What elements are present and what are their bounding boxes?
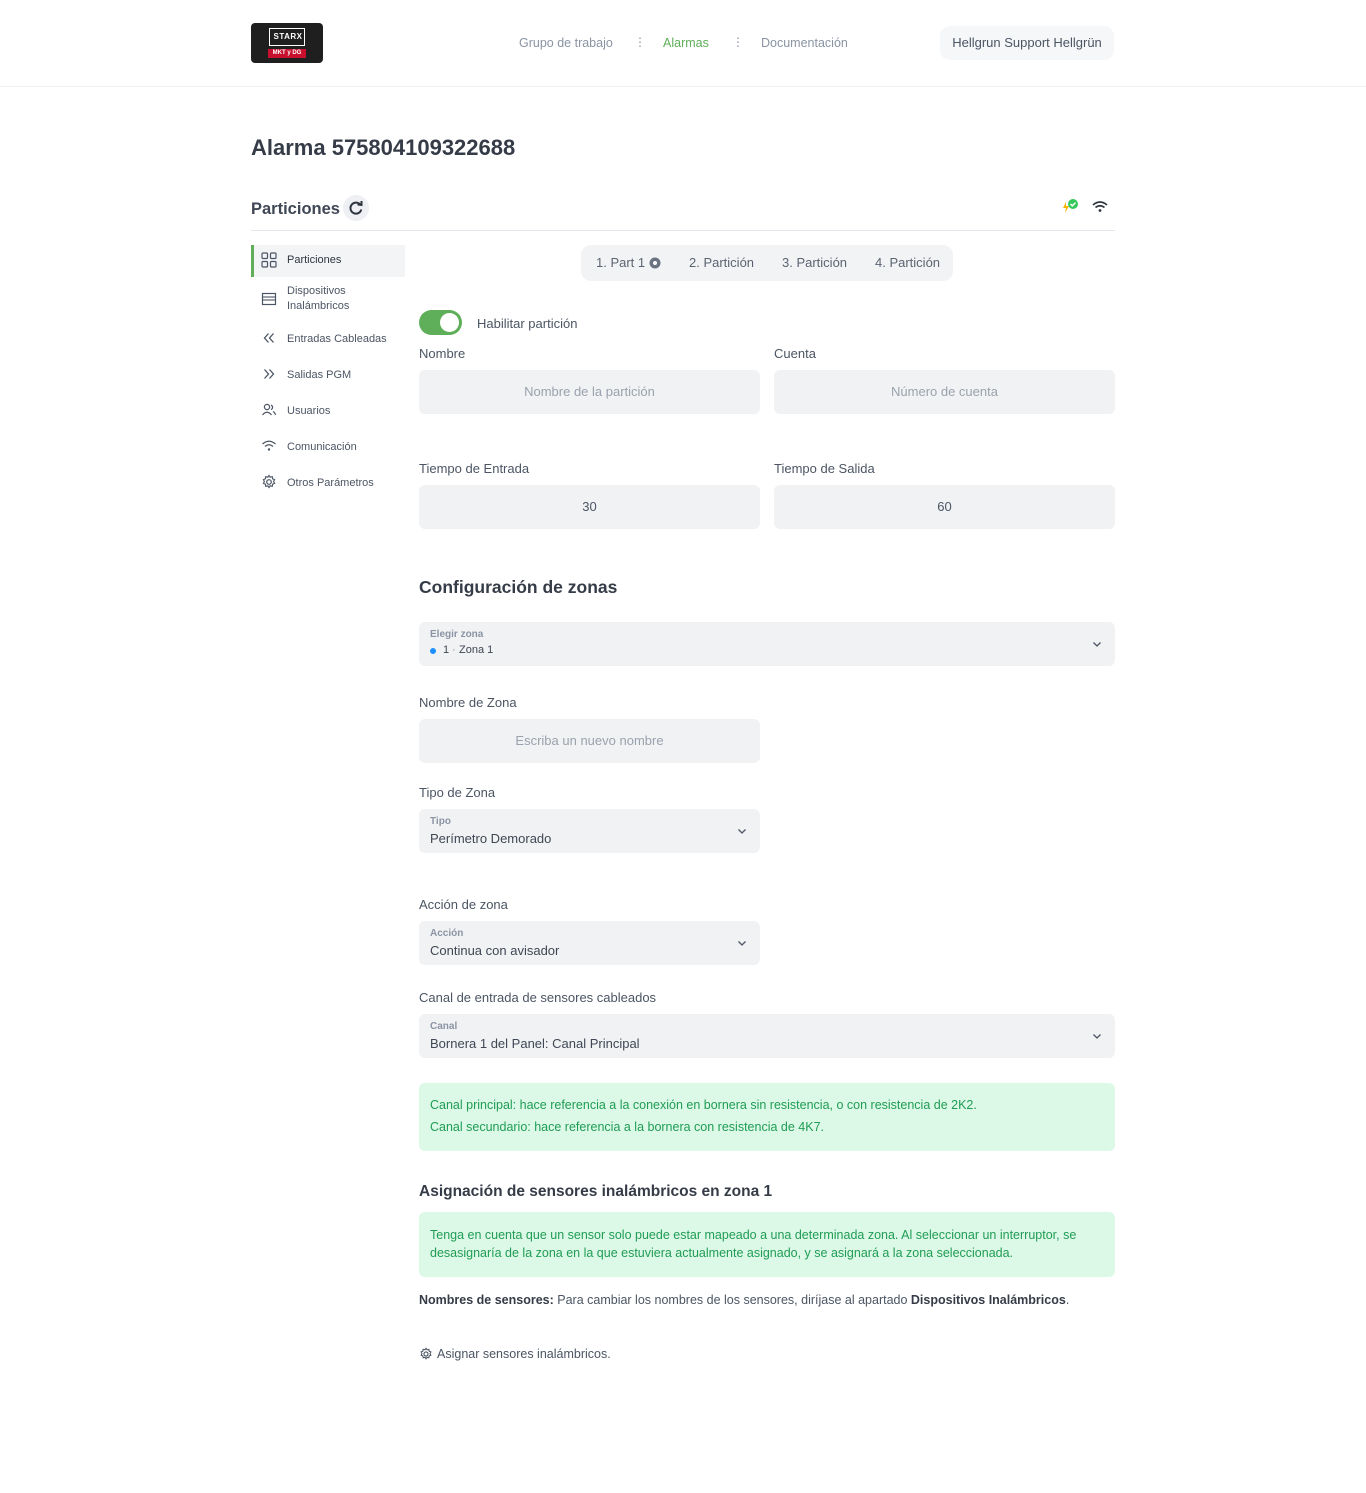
channel-info-alert: [419, 1083, 1115, 1151]
sidebar-item-label: Comunicación: [287, 441, 357, 453]
account-label: Cuenta: [774, 346, 816, 361]
sidebar-item-label: Dispositivos: [287, 285, 346, 297]
zone-select-number: 1: [443, 644, 450, 656]
name-label: Nombre: [419, 346, 466, 361]
user-menu-button[interactable]: Hellgrun Support Hellgrün: [940, 26, 1114, 60]
refresh-button[interactable]: [343, 195, 369, 221]
exit-time-input[interactable]: 60: [774, 485, 1115, 529]
zone-name-label: Nombre de Zona: [419, 695, 517, 710]
sidebar-item-label: Otros Parámetros: [287, 477, 374, 489]
users-icon: [261, 402, 277, 418]
zone-status-dot: [430, 648, 436, 654]
enable-partition-label: Habilitar partición: [477, 316, 578, 331]
grid-icon: [261, 252, 277, 268]
zone-action-select-value: Continua con avisador: [430, 943, 560, 958]
section-divider: [251, 230, 1115, 231]
sidebar-item-particiones[interactable]: [251, 245, 405, 277]
assign-wireless-sensors-label: Asignar sensores inalámbricos.: [437, 1347, 611, 1361]
sidebar-item-label-2: Inalámbricos: [287, 300, 350, 312]
zone-select-separator: ·: [452, 644, 456, 656]
gear-icon: [419, 1347, 433, 1361]
zone-name-input[interactable]: Escriba un nuevo nombre: [419, 719, 760, 763]
chevron-down-icon: [736, 825, 748, 837]
refresh-icon: [343, 195, 369, 221]
sidebar-item-entradas-cableadas[interactable]: [251, 330, 405, 350]
chevron-down-icon: [736, 937, 748, 949]
zone-select-label: Elegir zona: [430, 629, 484, 640]
toggle-knob: [440, 313, 459, 332]
sidebar-item-comunicacion[interactable]: [251, 438, 405, 458]
power-ok-icon: [1060, 197, 1080, 217]
page-title: Alarma 575804109322688: [251, 135, 516, 160]
sidebar-item-usuarios[interactable]: [251, 402, 405, 422]
nav-separator-icon: ⋮: [634, 35, 646, 49]
sensor-names-hint: [419, 1293, 1069, 1307]
zone-select-value: Zona 1: [459, 644, 494, 656]
close-icon[interactable]: [649, 257, 661, 269]
gear-icon: [261, 474, 277, 490]
section-title: Particiones: [251, 200, 340, 218]
sidebar-item-label: Salidas PGM: [287, 369, 352, 381]
zones-heading: Configuración de zonas: [419, 577, 618, 597]
nav-separator-icon: ⋮: [732, 35, 744, 49]
entry-time-input[interactable]: 30: [419, 485, 760, 529]
wifi-icon: [1090, 197, 1110, 217]
nav-grupo-de-trabajo[interactable]: Grupo de trabajo: [519, 36, 613, 50]
nav-documentacion[interactable]: Documentación: [761, 36, 848, 50]
channel-select-value: Bornera 1 del Panel: Canal Principal: [430, 1036, 640, 1051]
sidebar-item-dispositivos[interactable]: [251, 284, 405, 316]
channel-select-label: Canal: [430, 1021, 458, 1032]
logo-subtext: MKT y DG: [268, 49, 306, 58]
tab-partition-3[interactable]: 3. Partición: [782, 255, 848, 270]
zone-action-select[interactable]: [419, 921, 760, 965]
tab-partition-4[interactable]: 4. Partición: [875, 255, 941, 270]
sidebar-item-label: Usuarios: [287, 405, 331, 417]
tab-partition-1[interactable]: 1. Part 1: [596, 255, 646, 270]
enable-partition-toggle[interactable]: [419, 310, 462, 335]
partition-name-input[interactable]: Nombre de la partición: [419, 370, 760, 414]
wireless-heading: Asignación de sensores inalámbricos en zona 1: [419, 1183, 773, 1200]
nav-alarmas[interactable]: Alarmas: [663, 36, 709, 50]
channel-info-line-2: Canal secundario: hace referencia a la bornera con resistencia de 4K7.: [430, 1120, 824, 1134]
sidebar-item-label: Particiones: [287, 254, 342, 266]
chevrons-left-icon: [261, 330, 277, 346]
entry-time-label: Tiempo de Entrada: [419, 461, 530, 476]
zone-select[interactable]: [419, 622, 1115, 666]
top-navbar: [0, 0, 1366, 87]
zone-type-select[interactable]: [419, 809, 760, 853]
logo-text: STARX: [273, 32, 303, 41]
sidebar-item-otros-parametros[interactable]: [251, 474, 405, 494]
wireless-devices-link[interactable]: Dispositivos Inalámbricos: [910, 1293, 1066, 1307]
wireless-info-alert: [419, 1212, 1115, 1277]
sensor-names-hint-end: .: [1065, 1293, 1070, 1307]
sidebar-item-label: Entradas Cableadas: [287, 333, 387, 345]
channel-label: Canal de entrada de sensores cableados: [419, 990, 657, 1005]
wifi-icon: [261, 438, 277, 454]
partition-tabs: [581, 245, 953, 281]
tab-partition-2[interactable]: 2. Partición: [689, 255, 755, 270]
zone-type-label: Tipo de Zona: [419, 785, 496, 800]
channel-select[interactable]: [419, 1014, 1115, 1058]
list-icon: [261, 291, 277, 307]
exit-time-label: Tiempo de Salida: [774, 461, 875, 476]
brand-logo[interactable]: [251, 23, 323, 63]
sensor-names-hint-text: Para cambiar los nombres de los sensores, diríjase al apartado: [553, 1293, 911, 1307]
sidebar-item-salidas-pgm[interactable]: [251, 366, 405, 386]
zone-action-label: Acción de zona: [419, 897, 508, 912]
chevrons-right-icon: [261, 366, 277, 382]
chevron-down-icon: [1091, 1030, 1103, 1042]
sensor-names-hint-bold: Nombres de sensores:: [419, 1293, 554, 1307]
logo-frame: [269, 28, 305, 46]
wireless-info-line-1: Tenga en cuenta que un sensor solo puede estar mapeado a una determinada zona. Al seleccionar un interruptor, se: [430, 1228, 1077, 1242]
wireless-info-line-2: desasignaría de la zona en la que estuviera actualmente asignado, y se asignará a la zona seleccionada.: [430, 1246, 1014, 1260]
account-number-input[interactable]: Número de cuenta: [774, 370, 1115, 414]
chevron-down-icon: [1091, 638, 1103, 650]
zone-type-select-label: Tipo: [430, 816, 451, 827]
zone-type-select-value: Perímetro Demorado: [430, 831, 552, 846]
channel-info-line-1: Canal principal: hace referencia a la conexión en bornera sin resistencia, o con resistencia de 2K2.: [430, 1098, 977, 1112]
zone-action-select-label: Acción: [430, 928, 464, 939]
